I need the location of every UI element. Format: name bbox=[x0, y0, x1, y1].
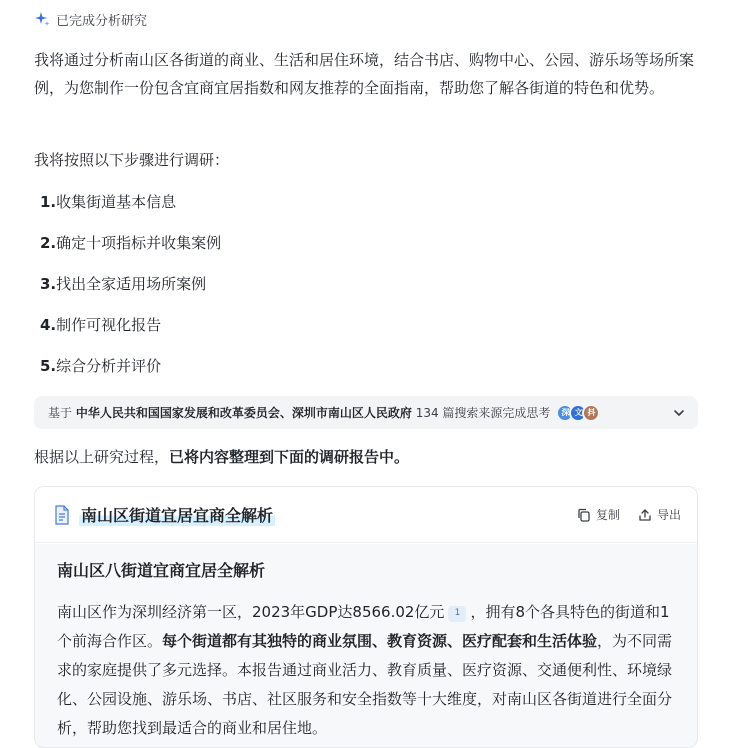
step-number: 3. bbox=[40, 275, 57, 293]
steps-intro: 我将按照以下步骤进行调研： bbox=[34, 151, 230, 169]
export-label: 导出 bbox=[656, 508, 681, 522]
list-item bbox=[40, 311, 221, 352]
citation-badge[interactable]: 1 bbox=[448, 606, 466, 622]
sparkle-icon bbox=[34, 11, 50, 27]
source-avatar: 深 bbox=[556, 404, 574, 422]
source-avatar: 抖 bbox=[582, 404, 600, 422]
sources-bar[interactable] bbox=[34, 396, 698, 429]
step-number: 1. bbox=[40, 193, 57, 211]
list-item bbox=[40, 229, 221, 270]
export-icon bbox=[638, 508, 652, 522]
source-avatar: 文 bbox=[569, 404, 587, 422]
report-actions bbox=[577, 506, 681, 523]
step-number: 2. bbox=[40, 234, 57, 252]
status-label: 已完成分析研究 bbox=[56, 13, 148, 29]
list-item bbox=[40, 270, 221, 311]
report-card-header bbox=[35, 487, 697, 543]
step-text: 制作可视化报告 bbox=[56, 316, 162, 334]
step-text: 找出全家适用场所案例 bbox=[56, 275, 207, 293]
chevron-down-icon[interactable] bbox=[672, 406, 686, 420]
step-text: 综合分析并评价 bbox=[56, 357, 162, 375]
step-number: 4. bbox=[40, 316, 57, 334]
research-status[interactable] bbox=[34, 9, 147, 29]
step-number: 5. bbox=[40, 357, 57, 375]
report-text-c: ，为不同需求的家庭提供了多元选择。本报告通过商业活力、教育质量、医疗资源、交通便利性、环境绿化、公园设施、游乐场、书店、社区服务和安全指数等十大维度，对南山区各街道进行全面分析，帮助您找到最适合的商业和居住地。 bbox=[57, 632, 673, 737]
report-doc-title[interactable]: 南山区街道宜居宜商全解析 bbox=[79, 503, 275, 526]
intro-paragraph: 我将通过分析南山区各街道的商业、生活和居住环境，结合书店、购物中心、公园、游乐场等场所案例，为您制作一份包含宜商宜居指数和网友推荐的全面指南，帮助您了解各街道的特色和优势。 bbox=[34, 51, 695, 97]
sources-orgs: 中华人民共和国国家发展和改革委员会、深圳市南山区人民政府 bbox=[75, 406, 412, 420]
report-body bbox=[35, 544, 697, 748]
copy-label: 复制 bbox=[595, 508, 620, 522]
transition-paragraph bbox=[34, 443, 694, 471]
report-text-b: ，拥有8个各具特色的街道和1个前海合作区。 bbox=[57, 603, 670, 650]
report-heading: 南山区八街道宜商宜居全解析 bbox=[57, 561, 266, 580]
list-item bbox=[40, 188, 221, 229]
report-text-a: 南山区作为深圳经济第一区，2023年GDP达8566.02亿元 bbox=[57, 603, 445, 621]
list-item bbox=[40, 352, 221, 393]
document-icon bbox=[53, 505, 71, 525]
transition-text: 根据以上研究过程， bbox=[34, 448, 170, 466]
source-avatars bbox=[556, 404, 600, 422]
export-button[interactable] bbox=[638, 506, 681, 523]
report-text-bold: 每个街道都有其独特的商业氛围、教育资源、医疗配套和生活体验 bbox=[162, 632, 598, 650]
sources-suffix: 篇搜索来源完成思考 bbox=[442, 406, 551, 420]
steps-list bbox=[40, 188, 221, 393]
copy-icon bbox=[577, 508, 591, 522]
copy-button[interactable] bbox=[577, 506, 620, 523]
step-text: 收集街道基本信息 bbox=[56, 193, 177, 211]
sources-prefix: 基于 bbox=[48, 406, 73, 420]
report-paragraph bbox=[57, 598, 677, 743]
sources-count: 134 bbox=[415, 405, 439, 420]
transition-bold: 已将内容整理到下面的调研报告中。 bbox=[169, 448, 410, 466]
step-text: 确定十项指标并收集案例 bbox=[56, 234, 222, 252]
report-card bbox=[34, 486, 698, 748]
